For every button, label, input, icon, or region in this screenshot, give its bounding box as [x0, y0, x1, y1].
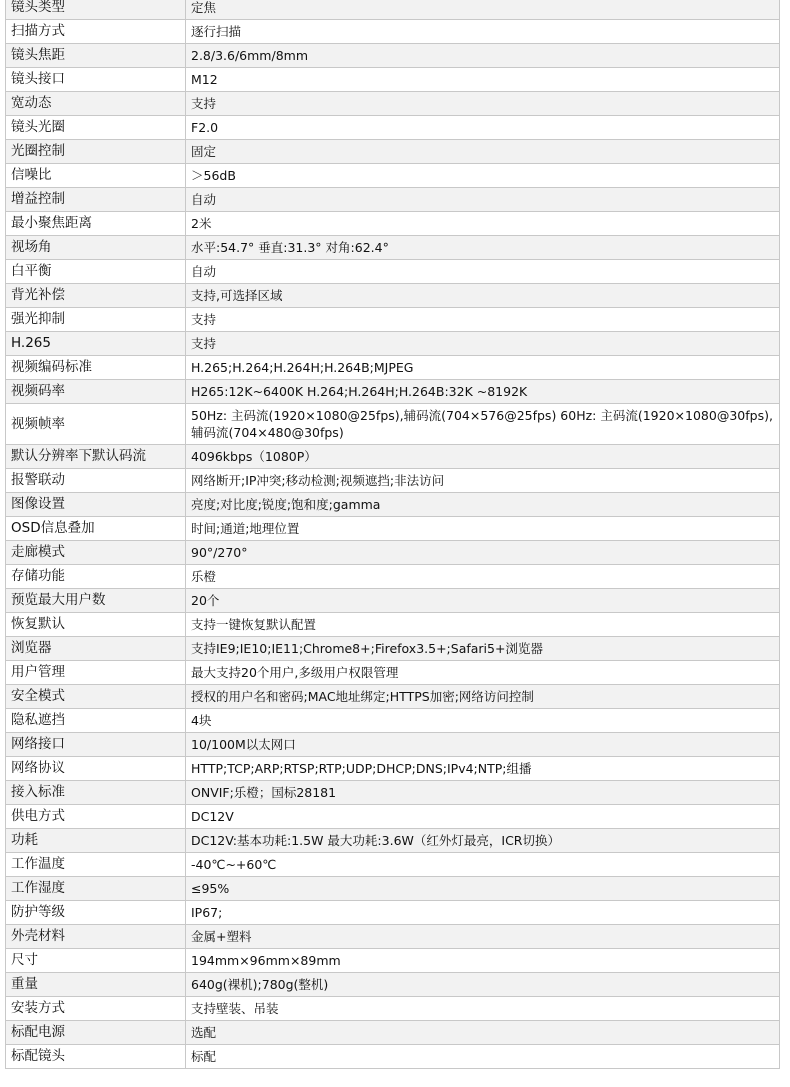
spec-label: 用户管理: [6, 661, 186, 685]
spec-value: 定焦: [186, 0, 780, 20]
spec-label: 预览最大用户数: [6, 589, 186, 613]
spec-row: [6, 445, 780, 469]
spec-value: DC12V: [186, 805, 780, 829]
spec-row: [6, 356, 780, 380]
spec-value: DC12V:基本功耗:1.5W 最大功耗:3.6W（红外灯最亮，ICR切换）: [186, 829, 780, 853]
spec-label: 外壳材料: [6, 925, 186, 949]
spec-row: [6, 404, 780, 445]
spec-row: [6, 116, 780, 140]
spec-value: 金属+塑料: [186, 925, 780, 949]
spec-value: ≤95%: [186, 877, 780, 901]
spec-label: OSD信息叠加: [6, 517, 186, 541]
spec-label: 走廊模式: [6, 541, 186, 565]
spec-row: [6, 757, 780, 781]
spec-value: 640g(裸机);780g(整机): [186, 973, 780, 997]
spec-row: [6, 20, 780, 44]
spec-row: [6, 92, 780, 116]
spec-label: 重量: [6, 973, 186, 997]
spec-label: 视频码率: [6, 380, 186, 404]
spec-row: [6, 829, 780, 853]
spec-row: [6, 589, 780, 613]
spec-value: 2米: [186, 212, 780, 236]
spec-label: 背光补偿: [6, 284, 186, 308]
spec-label: H.265: [6, 332, 186, 356]
spec-row: [6, 308, 780, 332]
spec-label: 报警联动: [6, 469, 186, 493]
spec-row: [6, 565, 780, 589]
spec-value: 4块: [186, 709, 780, 733]
spec-row: [6, 781, 780, 805]
spec-value: 网络断开;IP冲突;移动检测;视频遮挡;非法访问: [186, 469, 780, 493]
spec-label: 防护等级: [6, 901, 186, 925]
spec-value: 时间;通道;地理位置: [186, 517, 780, 541]
spec-value: 乐橙: [186, 565, 780, 589]
spec-row: [6, 613, 780, 637]
spec-label: 镜头光圈: [6, 116, 186, 140]
spec-row: [6, 212, 780, 236]
spec-row: [6, 709, 780, 733]
spec-row: [6, 685, 780, 709]
spec-row: [6, 44, 780, 68]
spec-value: IP67;: [186, 901, 780, 925]
spec-label: 供电方式: [6, 805, 186, 829]
spec-row: [6, 493, 780, 517]
spec-row: [6, 925, 780, 949]
spec-row: [6, 332, 780, 356]
spec-label: 网络接口: [6, 733, 186, 757]
spec-value: 自动: [186, 188, 780, 212]
spec-row: [6, 140, 780, 164]
spec-label: 增益控制: [6, 188, 186, 212]
spec-label: 强光抑制: [6, 308, 186, 332]
spec-row: [6, 733, 780, 757]
spec-label: 扫描方式: [6, 20, 186, 44]
spec-row: [6, 661, 780, 685]
spec-label: 标配电源: [6, 1021, 186, 1045]
spec-value: 90°/270°: [186, 541, 780, 565]
spec-value: ＞56dB: [186, 164, 780, 188]
spec-label: 工作湿度: [6, 877, 186, 901]
spec-row: [6, 973, 780, 997]
spec-row: [6, 997, 780, 1021]
spec-label: 安全模式: [6, 685, 186, 709]
spec-label: 尺寸: [6, 949, 186, 973]
spec-value: HTTP;TCP;ARP;RTSP;RTP;UDP;DHCP;DNS;IPv4;NTP;组播: [186, 757, 780, 781]
spec-row: [6, 380, 780, 404]
spec-value: F2.0: [186, 116, 780, 140]
spec-row: [6, 805, 780, 829]
spec-row: [6, 1045, 780, 1069]
spec-value: H265:12K~6400K H.264;H.264H;H.264B:32K ~8192K: [186, 380, 780, 404]
spec-label: 图像设置: [6, 493, 186, 517]
spec-label: 视频帧率: [6, 404, 186, 445]
spec-row: [6, 164, 780, 188]
spec-value: 固定: [186, 140, 780, 164]
spec-value: 支持一键恢复默认配置: [186, 613, 780, 637]
spec-label: 镜头接口: [6, 68, 186, 92]
spec-label: 恢复默认: [6, 613, 186, 637]
spec-label: 工作温度: [6, 853, 186, 877]
spec-value: 支持: [186, 308, 780, 332]
spec-row: [6, 877, 780, 901]
spec-label: 默认分辨率下默认码流: [6, 445, 186, 469]
spec-value: 支持,可选择区域: [186, 284, 780, 308]
spec-label: 镜头类型: [6, 0, 186, 20]
spec-value: 50Hz: 主码流(1920×1080@25fps),辅码流(704×576@25fps) 60Hz: 主码流(1920×1080@30fps),辅码流(704×480@30fps): [186, 404, 780, 445]
spec-value: ONVIF;乐橙；国标28181: [186, 781, 780, 805]
spec-label: 网络协议: [6, 757, 186, 781]
spec-label: 信噪比: [6, 164, 186, 188]
spec-value: -40℃~+60℃: [186, 853, 780, 877]
spec-label: 浏览器: [6, 637, 186, 661]
spec-row: [6, 1021, 780, 1045]
spec-row: [6, 188, 780, 212]
spec-row: [6, 469, 780, 493]
spec-value: 4096kbps（1080P）: [186, 445, 780, 469]
spec-row: [6, 260, 780, 284]
spec-value: 亮度;对比度;锐度;饱和度;gamma: [186, 493, 780, 517]
spec-row: [6, 853, 780, 877]
spec-value: 2.8/3.6/6mm/8mm: [186, 44, 780, 68]
spec-value: 逐行扫描: [186, 20, 780, 44]
spec-label: 宽动态: [6, 92, 186, 116]
spec-value: M12: [186, 68, 780, 92]
spec-value: 水平:54.7° 垂直:31.3° 对角:62.4°: [186, 236, 780, 260]
spec-row: [6, 284, 780, 308]
spec-table-body: [6, 0, 780, 1069]
spec-value: 最大支持20个用户,多级用户权限管理: [186, 661, 780, 685]
spec-label: 标配镜头: [6, 1045, 186, 1069]
spec-row: [6, 541, 780, 565]
spec-table: [5, 0, 780, 1069]
spec-label: 镜头焦距: [6, 44, 186, 68]
spec-row: [6, 0, 780, 20]
spec-label: 光圈控制: [6, 140, 186, 164]
spec-value: 支持: [186, 92, 780, 116]
spec-label: 接入标准: [6, 781, 186, 805]
spec-row: [6, 236, 780, 260]
spec-row: [6, 949, 780, 973]
spec-value: 支持IE9;IE10;IE11;Chrome8+;Firefox3.5+;Safari5+浏览器: [186, 637, 780, 661]
spec-label: 白平衡: [6, 260, 186, 284]
spec-label: 功耗: [6, 829, 186, 853]
spec-value: 10/100M以太网口: [186, 733, 780, 757]
spec-value: 标配: [186, 1045, 780, 1069]
spec-value: 自动: [186, 260, 780, 284]
spec-value: 20个: [186, 589, 780, 613]
spec-label: 安装方式: [6, 997, 186, 1021]
spec-value: 支持: [186, 332, 780, 356]
spec-row: [6, 68, 780, 92]
spec-row: [6, 517, 780, 541]
spec-value: 授权的用户名和密码;MAC地址绑定;HTTPS加密;网络访问控制: [186, 685, 780, 709]
spec-label: 隐私遮挡: [6, 709, 186, 733]
spec-value: 194mm×96mm×89mm: [186, 949, 780, 973]
spec-value: 选配: [186, 1021, 780, 1045]
spec-label: 存储功能: [6, 565, 186, 589]
spec-row: [6, 637, 780, 661]
spec-value: H.265;H.264;H.264H;H.264B;MJPEG: [186, 356, 780, 380]
spec-row: [6, 901, 780, 925]
spec-label: 最小聚焦距离: [6, 212, 186, 236]
spec-value: 支持壁装、吊装: [186, 997, 780, 1021]
spec-label: 视频编码标准: [6, 356, 186, 380]
spec-label: 视场角: [6, 236, 186, 260]
